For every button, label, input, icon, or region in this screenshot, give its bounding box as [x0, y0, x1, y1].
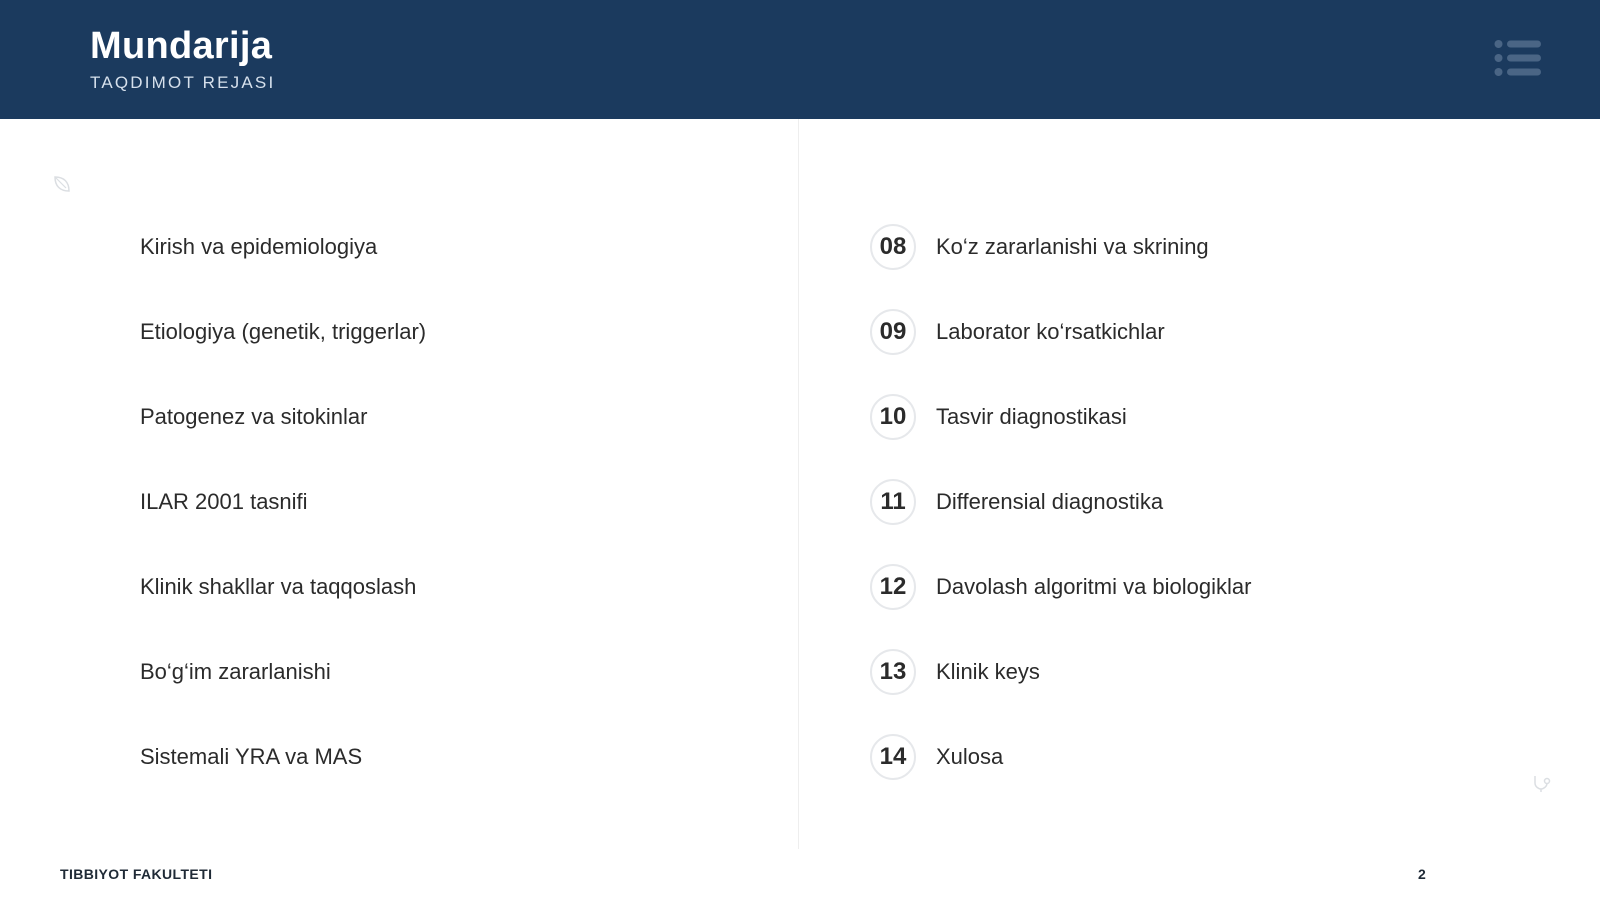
page-number: 2: [1418, 866, 1426, 882]
faint-stethoscope-icon: [1530, 773, 1552, 795]
agenda-left-column: [140, 204, 760, 799]
agenda-item-label: Patogenez va sitokinlar: [140, 403, 368, 429]
item-number-badge: 09: [870, 309, 916, 355]
agenda-item-label: Sistemali YRA va MAS: [140, 743, 363, 769]
column-divider: [798, 119, 799, 849]
slide-title: Mundarija: [90, 25, 273, 67]
agenda-item: [140, 629, 760, 714]
agenda-item-label: Davolash algoritmi va biologiklar: [936, 573, 1252, 599]
item-number-badge: 10: [870, 394, 916, 440]
agenda-item: [140, 544, 760, 629]
agenda-item-label: Laborator ko‘rsatkichlar: [936, 318, 1165, 344]
agenda-item: [870, 374, 1530, 459]
agenda-item: [870, 204, 1530, 289]
slide-header: [0, 0, 1600, 119]
slide-subtitle: TAQDIMOT REJASI: [90, 73, 276, 92]
agenda-item: [140, 714, 760, 799]
agenda-item-label: Xulosa: [936, 743, 1004, 769]
agenda-item: [140, 459, 760, 544]
agenda-item: [140, 374, 760, 459]
agenda-item: [870, 289, 1530, 374]
agenda-item-label: Ko‘z zararlanishi va skrining: [936, 233, 1209, 259]
agenda-item-label: Kirish va epidemiologiya: [140, 233, 378, 259]
agenda-item-label: ILAR 2001 tasnifi: [140, 488, 308, 514]
agenda-item: [870, 544, 1530, 629]
agenda-item-label: Etiologiya (genetik, triggerlar): [140, 318, 427, 344]
agenda-item: [870, 459, 1530, 544]
faint-leaf-icon: [52, 174, 72, 194]
agenda-item: [870, 714, 1530, 799]
agenda-item-label: Klinik shakllar va taqqoslash: [140, 573, 417, 599]
agenda-item-label: Differensial diagnostika: [936, 488, 1164, 514]
item-number-badge: 12: [870, 564, 916, 610]
agenda-item: [870, 629, 1530, 714]
agenda-item-label: Tasvir diagnostikasi: [936, 403, 1127, 429]
agenda-item: [140, 204, 760, 289]
item-number-badge: 14: [870, 734, 916, 780]
footer-faculty-label: TIBBIYOT FAKULTETI: [60, 866, 213, 882]
agenda-right-column: [870, 204, 1530, 799]
agenda-item-label: Klinik keys: [936, 658, 1040, 684]
item-number-badge: 13: [870, 649, 916, 695]
list-icon: [1494, 38, 1542, 78]
item-number-badge: 11: [870, 479, 916, 525]
item-number-badge: 08: [870, 224, 916, 270]
agenda-item: [140, 289, 760, 374]
agenda-item-label: Bo‘g‘im zararlanishi: [140, 658, 331, 684]
